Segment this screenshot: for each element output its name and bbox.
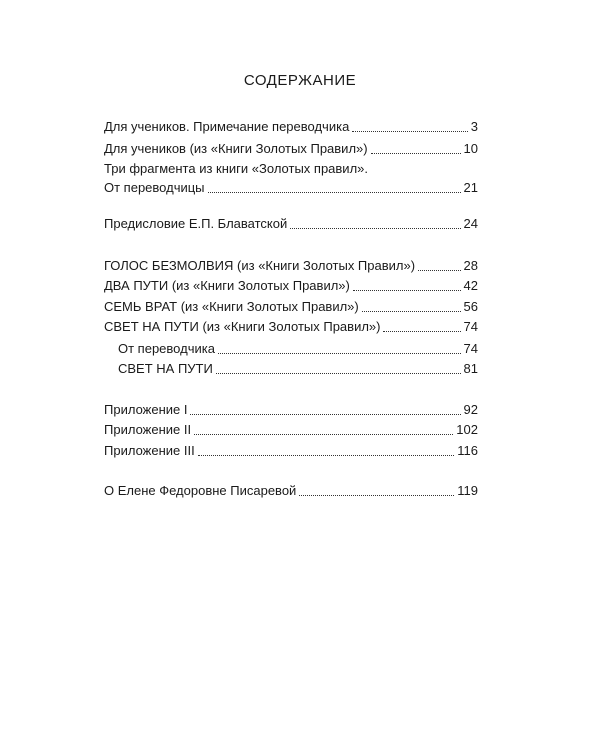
- toc-entry: [104, 214, 478, 232]
- toc-entry: [104, 276, 478, 294]
- toc-entry: [104, 481, 478, 499]
- toc-entry: [104, 317, 478, 335]
- toc-entry-page: 92: [463, 402, 478, 417]
- toc-entry-page: 116: [457, 443, 478, 458]
- dot-leader: [418, 270, 460, 271]
- dot-leader: [383, 331, 460, 332]
- toc-entry-label-line1: Три фрагмента из книги «Золотых правил».: [104, 161, 368, 176]
- dot-leader: [352, 131, 467, 132]
- dot-leader: [198, 455, 455, 456]
- toc-entry-page: 81: [463, 361, 478, 376]
- toc-entry-label: ДВА ПУТИ (из «Книги Золотых Правил»): [104, 278, 350, 293]
- toc-entry-page: 21: [463, 180, 478, 195]
- toc-entry-page: 74: [463, 319, 478, 334]
- toc-entry-label: Приложение I: [104, 402, 188, 417]
- toc-entry-page: 56: [463, 299, 478, 314]
- dot-leader: [190, 414, 460, 415]
- toc-entry: [118, 359, 478, 377]
- toc-entry: [104, 178, 478, 196]
- toc-entry-label: Для учеников. Примечание переводчика: [104, 119, 350, 134]
- toc-entry-label: СЕМЬ ВРАТ (из «Книги Золотых Правил»): [104, 299, 359, 314]
- toc-entry: [104, 297, 478, 315]
- toc-entry-label: СВЕТ НА ПУТИ (из «Книги Золотых Правил»): [104, 319, 381, 334]
- dot-leader: [299, 495, 454, 496]
- toc-entry-label: СВЕТ НА ПУТИ: [118, 361, 213, 376]
- toc-entry-label: О Елене Федоровне Писаревой: [104, 483, 297, 498]
- dot-leader: [218, 353, 461, 354]
- toc-entry-label: Для учеников (из «Книги Золотых Правил»): [104, 141, 368, 156]
- toc-entry: [104, 139, 478, 157]
- dot-leader: [194, 434, 453, 435]
- toc-entry-page: 3: [470, 119, 478, 134]
- toc-entry: [104, 420, 478, 438]
- toc-entry-page: 102: [456, 422, 478, 437]
- dot-leader: [290, 228, 460, 229]
- toc-entry-page: 10: [463, 141, 478, 156]
- toc-entry: [104, 256, 478, 274]
- dot-leader: [353, 290, 461, 291]
- dot-leader: [216, 373, 461, 374]
- toc-entry-label: От переводчика: [118, 341, 215, 356]
- toc-entry-label: ГОЛОС БЕЗМОЛВИЯ (из «Книги Золотых Правил»): [104, 258, 416, 273]
- dot-leader: [371, 153, 461, 154]
- toc-entry-page: 24: [463, 216, 478, 231]
- toc-entry-label: Приложение III: [104, 443, 195, 458]
- toc-entry-label: Предисловие Е.П. Блаватской: [104, 216, 288, 231]
- toc-entry-page: 42: [463, 278, 478, 293]
- toc-entry: [118, 339, 478, 357]
- dot-leader: [362, 311, 461, 312]
- toc-entry: [104, 117, 478, 135]
- toc-entry-page: 74: [463, 341, 478, 356]
- toc-entry-page: 28: [463, 258, 478, 273]
- toc-entry-page: 119: [457, 483, 478, 498]
- table-of-contents: [104, 0, 478, 750]
- dot-leader: [208, 192, 461, 193]
- toc-entry: [104, 441, 478, 459]
- toc-title: СОДЕРЖАНИЕ: [243, 72, 357, 89]
- toc-entry-label: От переводчицы: [104, 180, 205, 195]
- toc-entry-label: Приложение II: [104, 422, 192, 437]
- toc-entry: [104, 400, 478, 418]
